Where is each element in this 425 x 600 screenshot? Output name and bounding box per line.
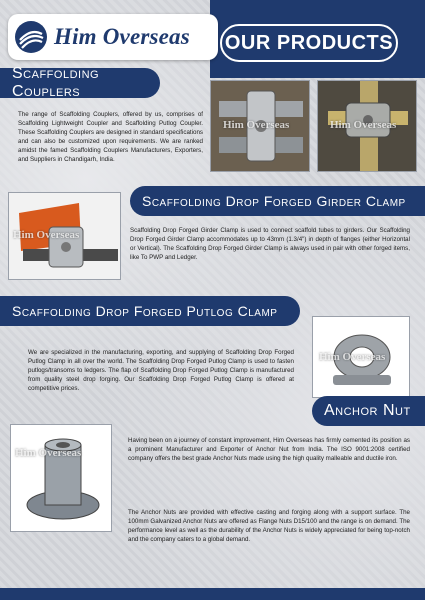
girder-clamp-photo bbox=[8, 192, 121, 280]
brand-name: Him Overseas bbox=[54, 24, 190, 49]
page-title: OUR PRODUCTS bbox=[220, 24, 398, 62]
anchor-nut-image bbox=[11, 425, 112, 532]
section-text-anchor-nut-2: The Anchor Nuts are provided with effective casting and forging along with a support surface. The 100mm Galvanized Anchor Nuts are offered as Flange Nuts D15/100 and the range is on demand. The performance level as well as the durability of the Anchor Nuts is widely appreciated for being top-notch and the company caters to a global demand. bbox=[128, 509, 410, 543]
watermark: Him Overseas bbox=[223, 119, 290, 131]
section-text-girder-clamp: Scaffolding Drop Forged Girder Clamp is used to connect scaffold tubes to girders. Our Scaffolding Drop Forged Girder Clamp accommodates up to 43mm (1.3/4") in depth of flanges (either Horizontal or Vertical). The Scaffolding Drop Forged Girder Clamp is always used in pair with other forged items, like To PWP and Ledger. bbox=[130, 227, 410, 261]
section-heading-anchor-nut: Anchor Nut bbox=[312, 396, 425, 426]
coupler-photo-1 bbox=[210, 80, 310, 172]
section-text-anchor-nut-1: Having been on a journey of constant improvement, Him Overseas has firmly cemented its position as a prominent Manufacturer and Exporter of Anchor Nut from India. The ISO 9001:2008 certified company offers the best grade Anchor Nuts made using the high quality malleable and ductile iron. bbox=[128, 437, 410, 462]
section-heading-couplers: Scaffolding Couplers bbox=[0, 68, 160, 98]
putlog-clamp-photo bbox=[312, 316, 410, 398]
coupler-photo-2 bbox=[317, 80, 417, 172]
section-text-putlog-clamp: We are specialized in the manufacturing, exporting, and supplying of Scaffolding Drop Forged Putlog Clamp in all over the world. The Scaffolding Drop Forged Putlog Clamp is used to fasten putlogs/transoms to ledgers. The flap of Scaffolding Drop Forged Putlog Clamp is manufactured from quality steel drop forging. Our Scaffolding Drop Forged Putlog Clamp is offered at competitive prices. bbox=[28, 349, 294, 392]
logo-swirl-icon bbox=[14, 20, 48, 54]
watermark: Him Overseas bbox=[15, 447, 82, 459]
section-heading-girder-clamp: Scaffolding Drop Forged Girder Clamp bbox=[130, 186, 425, 216]
watermark: Him Overseas bbox=[330, 119, 397, 131]
logo bbox=[8, 14, 218, 60]
section-heading-putlog-clamp: Scaffolding Drop Forged Putlog Clamp bbox=[0, 296, 300, 326]
footer-bar bbox=[0, 588, 425, 600]
watermark: Him Overseas bbox=[13, 229, 80, 241]
section-text-couplers: The range of Scaffolding Couplers, offered by us, comprises of Scaffolding Lightweight Coupler and Scaffolding Putlog Coupler. These Scaffolding Couplers are designed in standard specifications and can also be customized upon requirements. We are ranked amidst the famed Scaffolding Couplers Manufacturers, Exporters, and Suppliers in Chandigarh, India. bbox=[18, 111, 203, 163]
watermark: Him Overseas bbox=[319, 351, 386, 363]
anchor-nut-photo bbox=[10, 424, 112, 532]
